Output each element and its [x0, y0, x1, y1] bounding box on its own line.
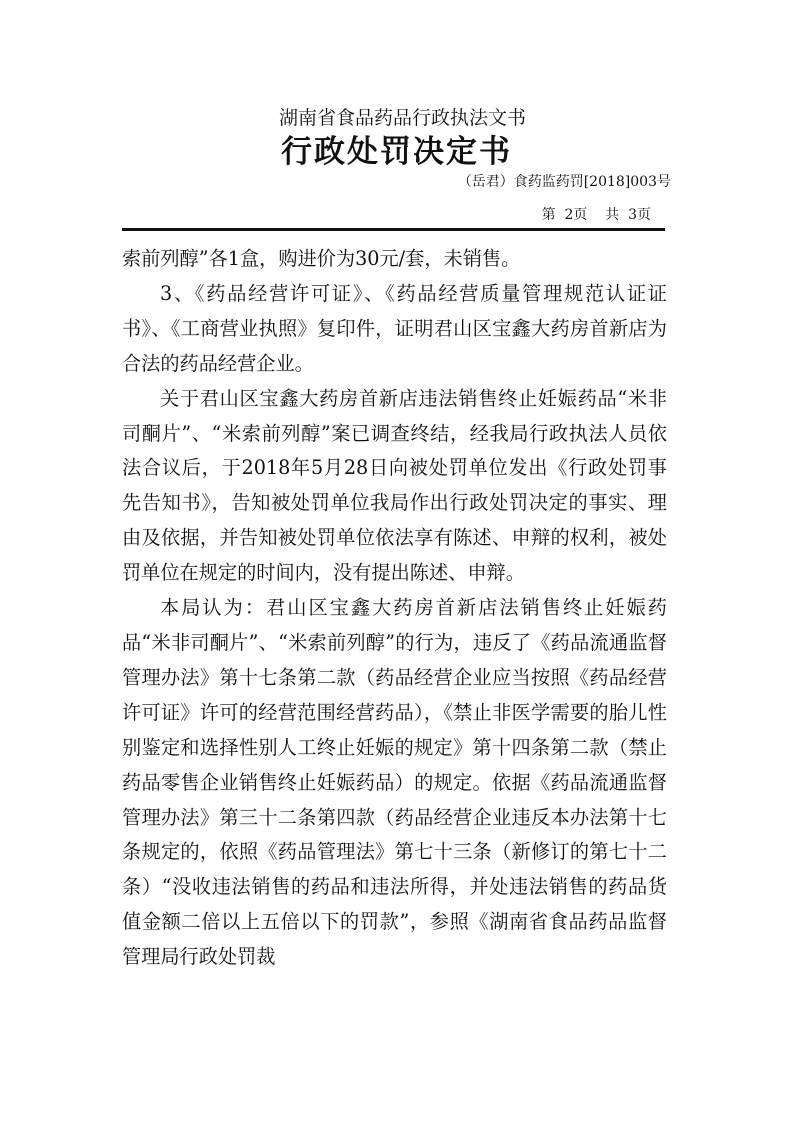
document-body — [122, 242, 667, 975]
page-info: 第 2页 共 3页 — [541, 207, 651, 223]
document-title: 行政处罚决定书 — [281, 134, 512, 170]
paragraph-evidence-3: 3、《药品经营许可证》、《药品经营质量管理规范认证证书》、《工商营业执照》复印件，证明君山区宝鑫大药房首新店为合法的药品经营企业。 — [122, 281, 667, 375]
paragraph-continuation: 索前列醇”各1盒，购进价为30元/套，未销售。 — [122, 247, 521, 270]
document-number: （岳君）食药监药罚[2018]003号 — [457, 174, 671, 190]
authority-line: 湖南省食品药品行政执法文书 — [278, 107, 526, 129]
paragraph-investigation: 关于君山区宝鑫大药房首新店违法销售终止妊娠药品“米非司酮片”、“米索前列醇”案已调查终结，经我局行政执法人员依法合议后，于2018年5月28日向被处罚单位发出《行政处罚事先告知书》，告知被处罚单位我局作出行政处罚决定的事实、理由及依据，并告知被处罚单位依法享有陈述、申辩的权利，被处罚单位在规定的时间内，没有提出陈述、申辩。 — [122, 386, 667, 585]
paragraph-finding: 本局认为：君山区宝鑫大药房首新店法销售终止妊娠药品“米非司酮片”、“米索前列醇”的行为，违反了《药品流通监督管理办法》第十七条第二款（药品经营企业应当按照《药品经营许可证》许可的经营范围经营药品），《禁止非医学需要的胎儿性别鉴定和选择性别人工终止妊娠的规定》第十四条第二款（禁止药品零售企业销售终止妊娠药品）的规定。依据《药品流通监督管理办法》第三十二条第四款（药品经营企业违反本办法第十七条规定的，依照《药品管理法》第七十三条（新修订的第七十二条）“没收违法销售的药品和违法所得，并处违法销售的药品货值金额二倍以上五倍以下的罚款”，参照《湖南省食品药品监督管理局行政处罚裁 — [122, 596, 667, 969]
header-divider — [122, 228, 665, 231]
